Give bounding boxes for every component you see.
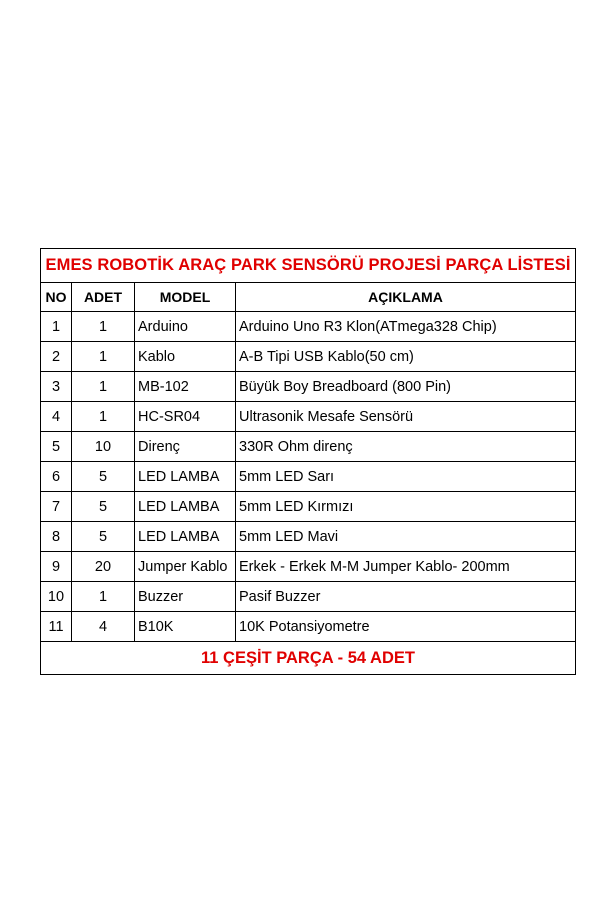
table-row [41, 342, 576, 372]
cell-no: 8 [41, 522, 72, 552]
table-row [41, 312, 576, 342]
cell-aciklama: Ultrasonik Mesafe Sensörü [236, 402, 576, 432]
cell-adet: 1 [72, 312, 135, 342]
cell-model: Direnç [135, 432, 236, 462]
parts-list-table [40, 248, 576, 675]
cell-adet: 5 [72, 462, 135, 492]
table-row [41, 552, 576, 582]
cell-adet: 4 [72, 612, 135, 642]
header-row [41, 283, 576, 312]
table-row [41, 582, 576, 612]
table-row [41, 462, 576, 492]
cell-no: 4 [41, 402, 72, 432]
cell-adet: 5 [72, 492, 135, 522]
column-header-model: MODEL [135, 283, 236, 312]
cell-adet: 1 [72, 342, 135, 372]
column-header-aciklama: AÇIKLAMA [236, 283, 576, 312]
table-row [41, 492, 576, 522]
cell-model: B10K [135, 612, 236, 642]
column-header-no: NO [41, 283, 72, 312]
cell-adet: 10 [72, 432, 135, 462]
cell-model: LED LAMBA [135, 522, 236, 552]
cell-model: LED LAMBA [135, 492, 236, 522]
cell-aciklama: Erkek - Erkek M-M Jumper Kablo- 200mm [236, 552, 576, 582]
table-body [41, 312, 576, 642]
cell-aciklama: 10K Potansiyometre [236, 612, 576, 642]
table-row [41, 612, 576, 642]
table-row [41, 372, 576, 402]
table-row [41, 522, 576, 552]
cell-model: Buzzer [135, 582, 236, 612]
table-row [41, 432, 576, 462]
cell-no: 2 [41, 342, 72, 372]
table-row [41, 402, 576, 432]
cell-model: MB-102 [135, 372, 236, 402]
cell-model: Jumper Kablo [135, 552, 236, 582]
cell-no: 7 [41, 492, 72, 522]
cell-no: 11 [41, 612, 72, 642]
cell-model: Kablo [135, 342, 236, 372]
cell-aciklama: 5mm LED Kırmızı [236, 492, 576, 522]
footer-row [41, 642, 576, 675]
title-row [41, 249, 576, 283]
parts-summary: 11 ÇEŞİT PARÇA - 54 ADET [41, 642, 576, 675]
cell-no: 1 [41, 312, 72, 342]
cell-aciklama: 330R Ohm direnç [236, 432, 576, 462]
cell-aciklama: A-B Tipi USB Kablo(50 cm) [236, 342, 576, 372]
cell-model: Arduino [135, 312, 236, 342]
cell-model: HC-SR04 [135, 402, 236, 432]
cell-no: 9 [41, 552, 72, 582]
document-title: EMES ROBOTİK ARAÇ PARK SENSÖRÜ PROJESİ PARÇA LİSTESİ [41, 249, 576, 283]
cell-no: 5 [41, 432, 72, 462]
cell-adet: 20 [72, 552, 135, 582]
cell-aciklama: Büyük Boy Breadboard (800 Pin) [236, 372, 576, 402]
column-header-adet: ADET [72, 283, 135, 312]
cell-no: 6 [41, 462, 72, 492]
cell-adet: 5 [72, 522, 135, 552]
cell-aciklama: 5mm LED Mavi [236, 522, 576, 552]
cell-no: 10 [41, 582, 72, 612]
cell-aciklama: 5mm LED Sarı [236, 462, 576, 492]
cell-no: 3 [41, 372, 72, 402]
cell-aciklama: Pasif Buzzer [236, 582, 576, 612]
cell-model: LED LAMBA [135, 462, 236, 492]
cell-adet: 1 [72, 582, 135, 612]
cell-aciklama: Arduino Uno R3 Klon(ATmega328 Chip) [236, 312, 576, 342]
cell-adet: 1 [72, 372, 135, 402]
cell-adet: 1 [72, 402, 135, 432]
